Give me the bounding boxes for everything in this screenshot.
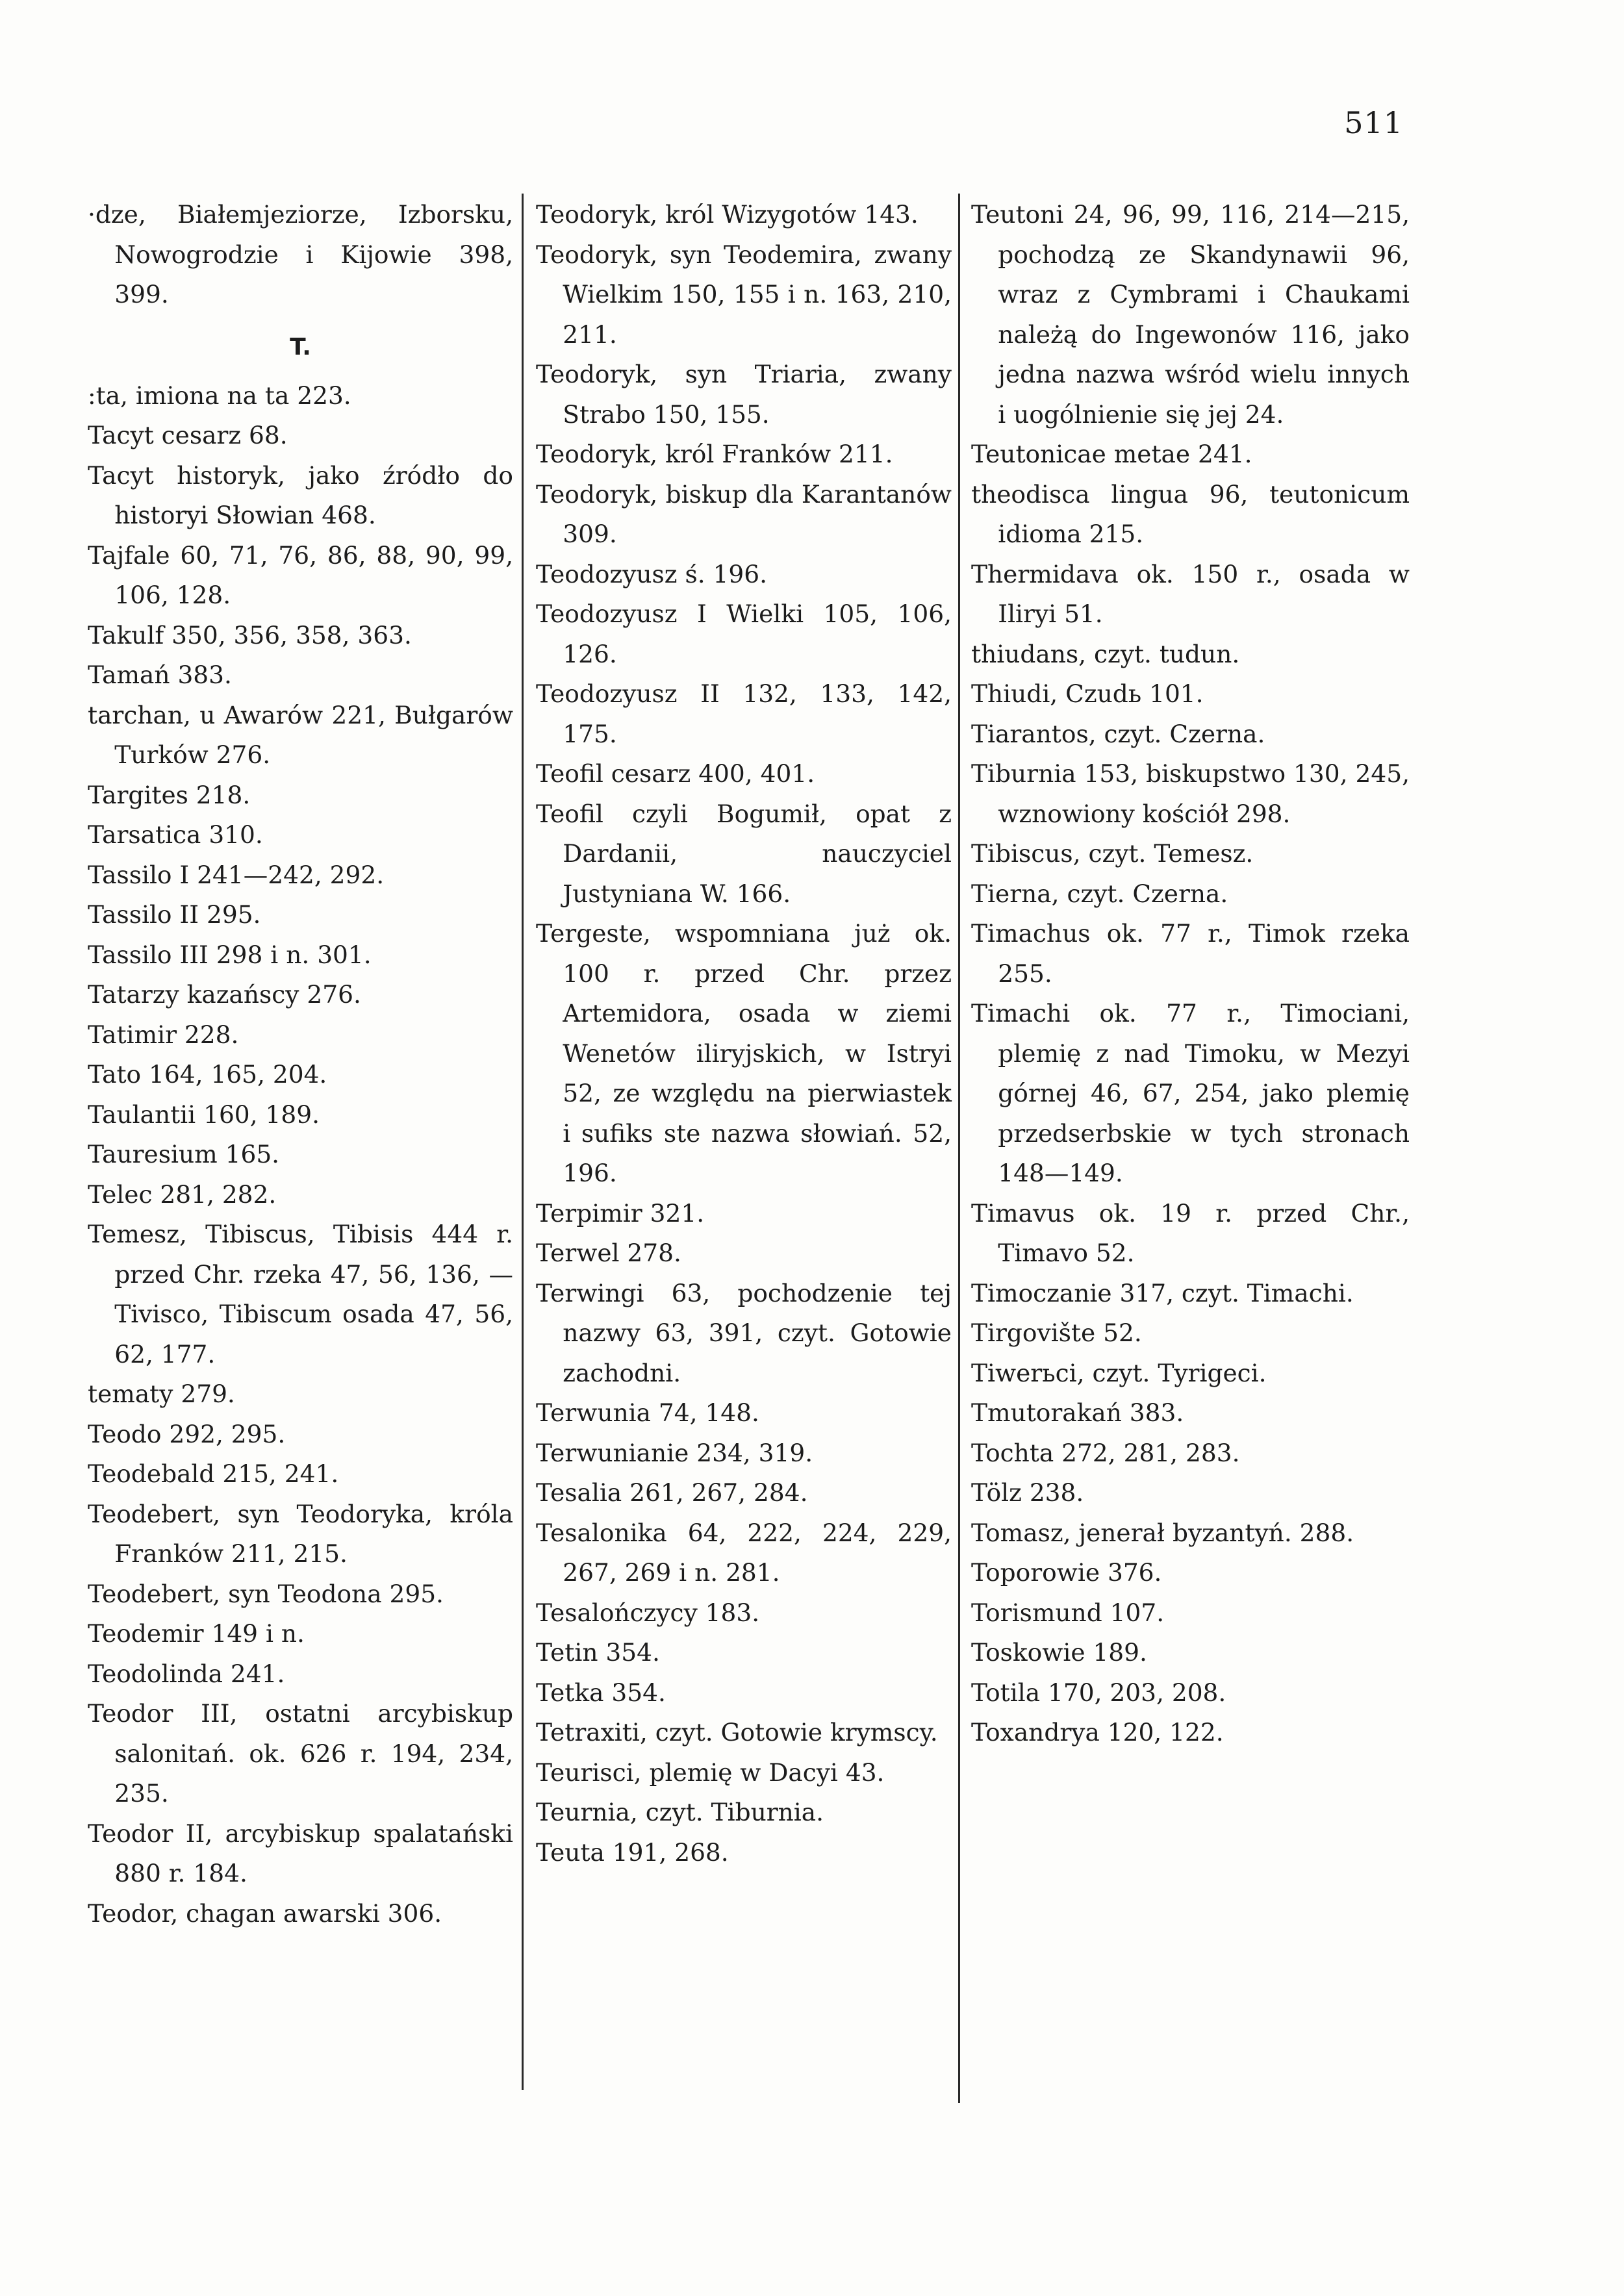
index-entry: Teodor, chagan awarski 306. (88, 1899, 442, 1928)
column-rule-right (958, 194, 960, 2103)
index-entry: Teodolinda 241. (88, 1659, 285, 1688)
index-entry: Teodebert, syn Teodona 295. (88, 1579, 444, 1608)
index-entry: Teodebert, syn Teodoryka, króla Franków 211, 215. (88, 1499, 513, 1568)
index-entry: Teodoryk, król Franków 211. (536, 440, 893, 468)
index-entry: Tomasz, jenerał byzantyń. 288. (971, 1518, 1354, 1547)
index-entry: Teodoryk, biskup dla Karantanów 309. (536, 479, 952, 548)
index-entry: Teodozyusz ś. 196. (536, 559, 768, 588)
index-entry: Tmutorakań 383. (971, 1398, 1184, 1427)
index-entry: Tesalończycy 183. (536, 1598, 760, 1627)
index-entry: ·dze, Białemjeziorze, Izborsku, Nowogrodzie i Kijowie 398, 399. (88, 200, 513, 309)
index-entry: Totila 170, 203, 208. (971, 1678, 1226, 1707)
index-entry: Tassilo II 295. (88, 900, 261, 929)
index-entry: Thiudi, Czudь 101. (971, 679, 1204, 708)
index-entry: Tiarantos, czyt. Czerna. (971, 719, 1265, 748)
index-entry: Teodoryk, syn Teodemira, zwany Wielkim 150, 155 i n. 163, 210, 211. (536, 240, 952, 349)
index-entry: Tiwerьci, czyt. Tyrigeci. (971, 1358, 1267, 1387)
index-entry: Tacyt historyk, jako źródło do historyi Słowian 468. (88, 460, 513, 529)
index-entry: tematy 279. (88, 1380, 235, 1408)
index-entry: Tatarzy kazańscy 276. (88, 980, 361, 1009)
index-entry: Takulf 350, 356, 358, 363. (88, 620, 412, 650)
letter-heading: T. (290, 333, 311, 360)
index-entry: Teurnia, czyt. Tiburnia. (536, 1798, 824, 1826)
index-entry: Tacyt cesarz 68. (88, 421, 288, 449)
index-entry: Toskowie 189. (971, 1638, 1147, 1667)
index-entry: Tierna, czyt. Czerna. (971, 879, 1228, 908)
index-entry: Targites 218. (88, 780, 251, 809)
index-entry: Terwunia 74, 148. (536, 1398, 759, 1427)
index-entry: Teodozyusz I Wielki 105, 106, 126. (536, 599, 952, 668)
index-entry: Terwingi 63, pochodzenie tej nazwy 63, 391, czyt. Gotowie zachodni. (536, 1278, 952, 1387)
index-entry: thiudans, czyt. tudun. (971, 639, 1240, 668)
index-entry: Tetin 354. (536, 1638, 660, 1667)
index-entry: Torismund 107. (971, 1598, 1165, 1627)
index-entry: Tochta 272, 281, 283. (971, 1438, 1240, 1467)
index-entry: Tergeste, wspomniana już ok. 100 r. przed Chr. przez Artemidora, osada w ziemi Wenetów iliryjskich, w Istryi 52, ze względu na pierwiastek i sufiks ste nazwa słowiań. 52, 196. (536, 919, 952, 1187)
index-entry: Tetraxiti, czyt. Gotowie krymscy. (536, 1718, 938, 1747)
index-entry: Teodemir 149 i n. (88, 1619, 305, 1648)
index-entry: Teuta 191, 268. (536, 1837, 729, 1867)
index-entry: Terpimir 321. (536, 1198, 705, 1228)
index-entry: Teodor III, ostatni arcybiskup salonitań. ok. 626 r. 194, 234, 235. (88, 1699, 513, 1808)
index-entry: Teofil czyli Bogumił, opat z Dardanii, nauczyciel Justyniana W. 166. (536, 799, 952, 908)
index-column-3 (971, 195, 1410, 1753)
index-entry: Thermidava ok. 150 r., osada w Iliryi 51. (971, 559, 1410, 628)
index-entry: Tesalonika 64, 222, 224, 229, 267, 269 i n. 281. (536, 1518, 952, 1587)
index-entry: Teodebald 215, 241. (88, 1459, 339, 1488)
index-entry: Tölz 238. (971, 1478, 1084, 1507)
index-entry: Tibiscus, czyt. Temesz. (971, 839, 1254, 868)
index-entry: Tassilo I 241—242, 292. (88, 860, 385, 889)
index-entry: Tamań 383. (88, 661, 232, 689)
index-entry: Tajfale 60, 71, 76, 86, 88, 90, 99, 106, 128. (88, 540, 513, 609)
index-entry: Tetka 354. (536, 1678, 666, 1707)
index-entry: Timachus ok. 77 r., Timok rzeka 255. (971, 919, 1410, 988)
index-column-2 (536, 195, 952, 1873)
index-entry: theodisca lingua 96, teutonicum idioma 215. (971, 479, 1410, 548)
index-entry: Tirgovište 52. (971, 1318, 1142, 1347)
page-number: 511 (1344, 105, 1403, 140)
index-entry: Terwel 278. (536, 1239, 681, 1267)
index-entry: Teodoryk, syn Triaria, zwany Strabo 150, 155. (536, 360, 952, 429)
index-entry: Teutoni 24, 96, 99, 116, 214—215, pochodzą ze Skandynawii 96, wraz z Cymbrami i Chaukami należą do Ingewonów 116, jako jedna nazwa wśród wielu innych i uogólnienie się jej 24. (971, 200, 1410, 429)
index-entry: Teodo 292, 295. (88, 1419, 286, 1448)
index-entry: :ta, imiona na ta 223. (88, 381, 351, 410)
index-entry: Teutonicae metae 241. (971, 440, 1252, 468)
index-entry: Tauresium 165. (88, 1140, 280, 1168)
index-entry: Teodozyusz II 132, 133, 142, 175. (536, 679, 952, 748)
index-entry: Teodoryk, król Wizygotów 143. (536, 200, 919, 229)
index-entry: Toporowie 376. (971, 1558, 1162, 1587)
index-entry: Teodor II, arcybiskup spalatański 880 r. 184. (88, 1819, 513, 1887)
index-entry: Terwunianie 234, 319. (536, 1438, 813, 1467)
index-entry: Teurisci, plemię w Dacyi 43. (536, 1758, 885, 1787)
index-entry: Temesz, Tibiscus, Tibisis 444 r. przed Chr. rzeka 47, 56, 136, — Tivisco, Tibiscum osada 47, 56, 62, 177. (88, 1220, 513, 1369)
index-entry: Tassilo III 298 i n. 301. (88, 940, 372, 969)
index-entry: Telec 281, 282. (88, 1180, 277, 1209)
index-entry: Tiburnia 153, biskupstwo 130, 245, wznowiony kościół 298. (971, 759, 1410, 828)
index-entry: Tarsatica 310. (88, 820, 263, 849)
index-entry: Timachi ok. 77 r., Timociani, plemię z nad Timoku, w Mezyi górnej 46, 67, 254, jako plemię przedserbskie w tych stronach 148—149. (971, 999, 1410, 1187)
index-entry: Teofil cesarz 400, 401. (536, 759, 815, 788)
index-entry: Toxandrya 120, 122. (971, 1718, 1224, 1747)
index-column-1 (88, 195, 513, 1934)
column-rule-left (522, 194, 524, 2090)
index-entry: Tatimir 228. (88, 1020, 239, 1049)
index-entry: Tato 164, 165, 204. (88, 1060, 327, 1089)
index-entry: Timoczanie 317, czyt. Timachi. (971, 1278, 1354, 1307)
index-entry: tarchan, u Awarów 221, Bułgarów Turków 276. (88, 700, 513, 769)
index-entry: Tesalia 261, 267, 284. (536, 1478, 808, 1507)
index-entry: Timavus ok. 19 r. przed Chr., Timavo 52. (971, 1198, 1410, 1267)
index-entry: Taulantii 160, 189. (88, 1100, 320, 1129)
